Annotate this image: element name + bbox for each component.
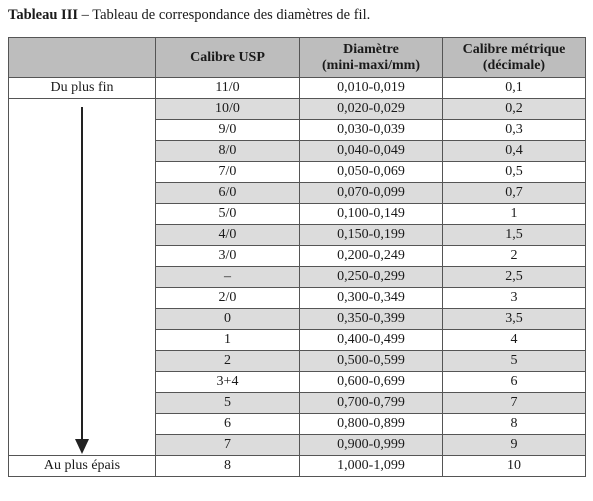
cell-metric: 2,5 [443,267,586,288]
cell-metric: 3 [443,288,586,309]
side-label-top: Du plus fin [9,78,156,99]
header-metric-line1: Calibre métrique [462,41,566,57]
cell-diameter: 0,100-0,149 [300,204,443,225]
cell-metric: 1,5 [443,225,586,246]
cell-metric: 6 [443,372,586,393]
cell-usp: 5/0 [156,204,300,225]
cell-usp: 10/0 [156,99,300,120]
cell-usp: 6/0 [156,183,300,204]
header-diameter-line1: Diamètre [343,41,399,57]
cell-diameter: 1,000-1,099 [300,456,443,477]
cell-usp: 4/0 [156,225,300,246]
cell-metric: 0,3 [443,120,586,141]
side-label-bottom: Au plus épais [9,456,156,477]
caption-text: – Tableau de correspondance des diamètres de fil. [78,7,371,23]
diameter-correspondence-table [8,37,586,477]
cell-diameter: 0,250-0,299 [300,267,443,288]
cell-diameter: 0,020-0,029 [300,99,443,120]
cell-diameter: 0,050-0,069 [300,162,443,183]
cell-diameter: 0,150-0,199 [300,225,443,246]
cell-usp: 8 [156,456,300,477]
cell-diameter: 0,600-0,699 [300,372,443,393]
cell-usp: 6 [156,414,300,435]
cell-metric: 2 [443,246,586,267]
cell-metric: 1 [443,204,586,225]
cell-usp: 7 [156,435,300,456]
table-row [9,99,586,120]
cell-metric: 0,4 [443,141,586,162]
cell-usp: 2/0 [156,288,300,309]
cell-diameter: 0,500-0,599 [300,351,443,372]
cell-diameter: 0,350-0,399 [300,309,443,330]
cell-metric: 8 [443,414,586,435]
cell-diameter: 0,400-0,499 [300,330,443,351]
header-empty [9,38,156,78]
cell-usp: 8/0 [156,141,300,162]
cell-diameter: 0,030-0,039 [300,120,443,141]
cell-usp: – [156,267,300,288]
header-row [9,38,586,78]
arrow-cell [9,99,156,456]
cell-usp: 7/0 [156,162,300,183]
header-usp-label: Calibre USP [190,49,265,65]
cell-diameter: 0,010-0,019 [300,78,443,99]
down-arrow-icon [73,107,91,454]
cell-diameter: 0,070-0,099 [300,183,443,204]
cell-diameter: 0,700-0,799 [300,393,443,414]
cell-usp: 11/0 [156,78,300,99]
table-row [9,456,586,477]
cell-metric: 0,1 [443,78,586,99]
cell-usp: 5 [156,393,300,414]
header-diameter-line2: (mini-maxi/mm) [322,57,420,73]
cell-usp: 1 [156,330,300,351]
cell-metric: 4 [443,330,586,351]
table-caption [8,6,370,24]
cell-diameter: 0,300-0,349 [300,288,443,309]
cell-usp: 9/0 [156,120,300,141]
header-metric-line2: (décimale) [482,57,546,73]
table-row [9,78,586,99]
cell-metric: 5 [443,351,586,372]
cell-metric: 9 [443,435,586,456]
cell-diameter: 0,040-0,049 [300,141,443,162]
cell-metric: 0,5 [443,162,586,183]
cell-usp: 3+4 [156,372,300,393]
cell-usp: 0 [156,309,300,330]
caption-label: Tableau III [8,7,78,23]
cell-usp: 2 [156,351,300,372]
cell-metric: 0,7 [443,183,586,204]
header-metric [443,38,586,78]
cell-metric: 7 [443,393,586,414]
header-diameter [300,38,443,78]
cell-metric: 10 [443,456,586,477]
header-usp [156,38,300,78]
cell-diameter: 0,900-0,999 [300,435,443,456]
cell-diameter: 0,200-0,249 [300,246,443,267]
cell-diameter: 0,800-0,899 [300,414,443,435]
cell-usp: 3/0 [156,246,300,267]
cell-metric: 0,2 [443,99,586,120]
cell-metric: 3,5 [443,309,586,330]
